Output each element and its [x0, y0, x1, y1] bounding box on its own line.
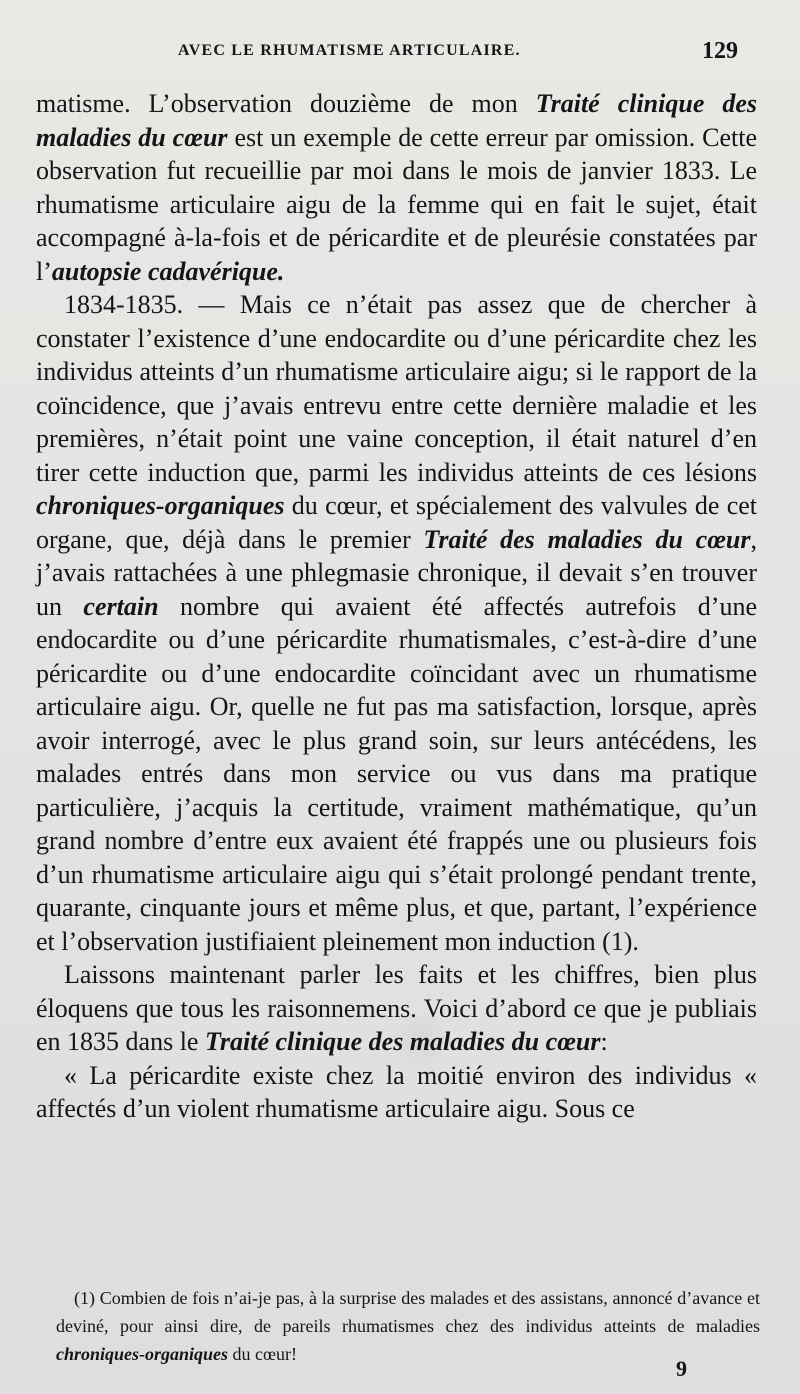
paragraph-3: [36, 958, 757, 1059]
paragraph-2-italic-traite: Traité des maladies du cœur: [423, 524, 751, 554]
paragraph-1: [36, 87, 757, 288]
paragraph-1-text-a: matisme. L’observation douzième de mon: [36, 89, 536, 118]
footnote-text-c: du cœur!: [228, 1344, 298, 1364]
footnote: [56, 1266, 760, 1386]
page-number: 129: [702, 38, 738, 64]
paragraph-3-text-c: :: [600, 1027, 608, 1056]
body-text: [36, 87, 757, 1126]
paragraph-1-text-c: est un exemple de cette erreur par omission. Cette observation fut recueillie par moi dans le mois de janvier 1833. Le rhumatisme articulaire aigu de la femme qui en fait le sujet, était accompagné à-la-fois et de péricardite et de pleurésie constatées par l’: [36, 122, 757, 286]
running-head: AVEC LE RHUMATISME ARTICULAIRE.: [178, 42, 521, 59]
footnote-paragraph: [56, 1284, 760, 1368]
footnote-italic-chroniques: chroniques-organiques: [56, 1344, 229, 1364]
paragraph-2-italic-chroniques: chroniques-organiques: [36, 491, 285, 520]
paragraph-2-text-g: nombre qui avaient été affectés autrefois d’une endocardite ou d’une péricardite rhumatismales, c’est-à-dire d’une péricardite ou d’une endocardite coïncidant avec un rhumatisme articulaire aigu. Or, quelle ne fut pas ma satisfaction, lorsque, après avoir interrogé, avec le plus grand soin, sur leurs antécédens, les malades entrés dans mon service ou vus dans ma pratique particulière, j’acquis la certitude, vraiment mathématique, qu’un grand nombre d’entre eux avaient été frappés une ou plusieurs fois d’un rhumatisme articulaire aigu qui s’était prolongé pendant trente, quarante, cinquante jours et même plus, et que, partant, l’expérience et l’observation justifiaient pleinement mon induction (1).: [36, 591, 757, 956]
quote-paragraph: « La péricardite existe chez la moitié environ des individus « affectés d’un violent rhumatisme articulaire aigu. Sous ce: [36, 1060, 757, 1123]
paragraph-2-italic-certain: certain: [83, 591, 159, 621]
paragraph-2-text-e: , j’avais rattachées à une phlegmasie chronique, il devait s’en trouver un: [36, 524, 757, 621]
paragraph-3-italic-traite-clinique: Traité clinique des maladies du cœur: [204, 1027, 601, 1056]
page-header: [178, 38, 738, 66]
paragraph-2: [36, 288, 757, 958]
paragraph-1-italic-autopsie: autopsie cadavérique.: [51, 256, 285, 286]
footnote-text-a: (1) Combien de fois n’ai-je pas, à la surprise des malades et des assistans, annoncé d’avance et deviné, pour ainsi dire, de pareils rhumatismes chez des individus atteints de maladies: [56, 1288, 760, 1336]
paragraph-2-text-a: 1834-1835. — Mais ce n’était pas assez que de chercher à constater l’existence d’une endocardite ou d’une péricardite chez les individus atteints d’un rhumatisme articulaire aigu; si le rapport de la coïncidence, que j’avais entrevu entre cette dernière maladie et les premières, n’était point une vaine conception, il était naturel d’en tirer cette induction que, parmi les individus atteints de ces lésions: [36, 290, 757, 487]
paragraph-2-text-c: du cœur, et spécialement des valvules de cet organe, que, déjà dans le premier: [36, 491, 757, 554]
signature-mark: 9: [676, 1356, 687, 1381]
paragraph-1-italic-title: Traité clinique des maladies du cœur: [36, 89, 757, 152]
paragraph-3-text-a: Laissons maintenant parler les faits et les chiffres, bien plus éloquens que tous les raisonnemens. Voici d’abord ce que je publiais en 1835 dans le: [36, 960, 757, 1056]
